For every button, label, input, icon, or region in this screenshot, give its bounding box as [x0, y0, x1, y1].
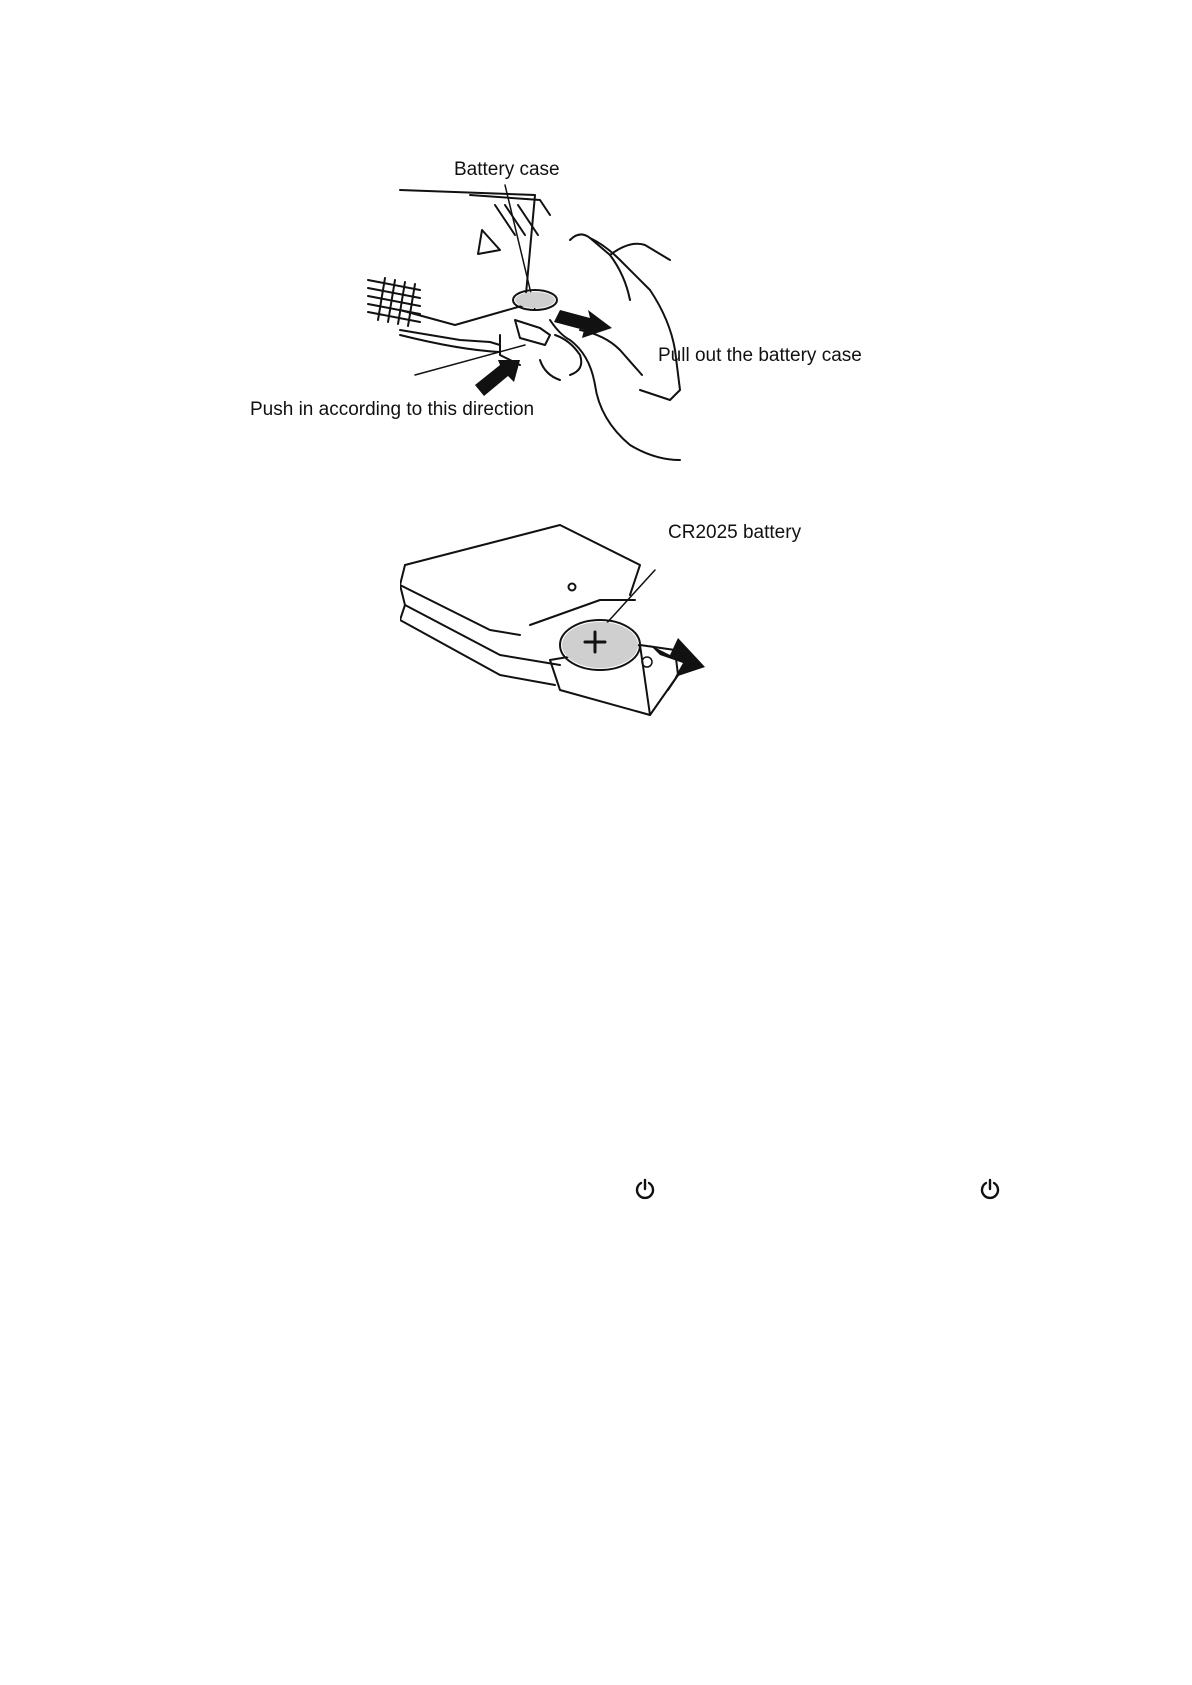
push-in-label: Push in according to this direction: [250, 399, 535, 420]
battery-removal-illustration: [250, 160, 930, 500]
battery-insert-illustration: [400, 515, 840, 725]
battery-removal-figure: [250, 160, 930, 500]
battery-case-label: Battery case: [454, 159, 560, 180]
battery-insert-figure: [400, 515, 840, 725]
cr2025-battery-label: CR2025 battery: [668, 522, 802, 543]
power-icon: [980, 1178, 1000, 1200]
pull-out-label: Pull out the battery case: [658, 345, 862, 366]
power-icon: [635, 1178, 655, 1200]
